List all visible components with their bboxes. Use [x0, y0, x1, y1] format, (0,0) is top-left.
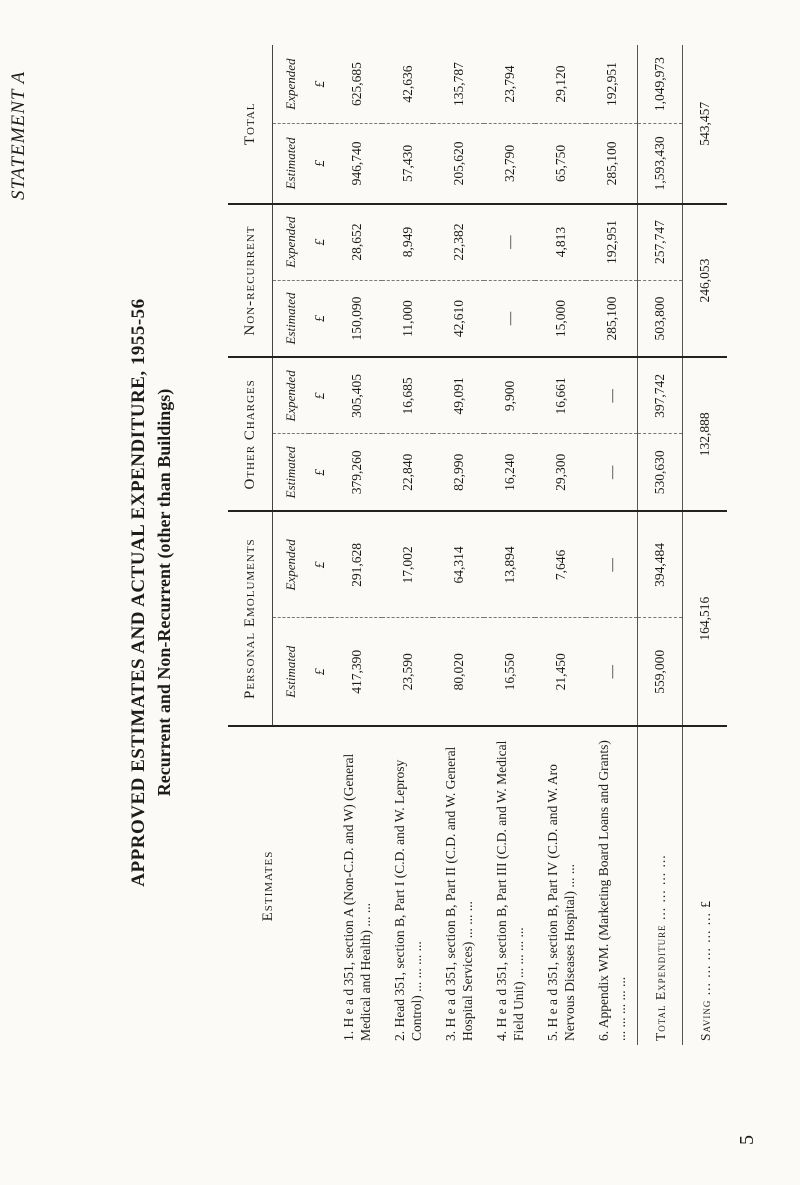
row-label: 4. H e a d 351, section B, Part III (C.D. and W. Medical Field Unit) ... ... ... ...: [493, 740, 526, 1041]
cell-value: 379,260: [331, 434, 382, 511]
pound-sign: £: [309, 357, 331, 433]
total-value: 559,000: [638, 618, 683, 726]
cell-value: —: [484, 204, 535, 280]
cell-value: 135,787: [433, 45, 484, 124]
cell-value: 4,813: [535, 204, 586, 280]
cell-value: 57,430: [382, 124, 433, 204]
cell-value: —: [586, 434, 638, 511]
saving-label: Saving ... ... ... ... ... £: [683, 726, 728, 1045]
pound-sign: £: [309, 618, 331, 726]
saving-value: 543,457: [683, 45, 728, 204]
page-title: APPROVED ESTIMATES AND ACTUAL EXPENDITURE, 1955-56: [128, 298, 149, 887]
cell-value: 42,636: [382, 45, 433, 124]
saving-row: [683, 45, 728, 1045]
total-value: 1,049,973: [638, 45, 683, 124]
pound-sign: £: [309, 204, 331, 280]
row-label: 1. H e a d 351, section A (Non-C.D. and W) (General Medical and Health) ... ...: [340, 753, 373, 1041]
cell-value: 15,000: [535, 280, 586, 357]
sub-header-estimated: Estimated: [273, 618, 310, 726]
cell-value: 192,951: [586, 204, 638, 280]
sub-header-estimated: Estimated: [273, 434, 310, 511]
row-label: 5. H e a d 351, section B, Part IV (C.D. and W. Aro Nervous Diseases Hospital) ... ...: [544, 764, 577, 1041]
total-value: 394,484: [638, 511, 683, 618]
cell-value: 80,020: [433, 618, 484, 726]
cell-value: 13,894: [484, 511, 535, 618]
sub-header-estimated: Estimated: [273, 124, 310, 204]
total-value: 503,800: [638, 280, 683, 357]
group-header-personal-emoluments: Personal Emoluments: [228, 511, 273, 726]
estimates-header: Estimates: [260, 850, 276, 922]
sub-header-expended: Expended: [273, 45, 310, 124]
cell-value: 64,314: [433, 511, 484, 618]
cell-value: 32,790: [484, 124, 535, 204]
total-value: 1,593,430: [638, 124, 683, 204]
saving-value: 132,888: [683, 357, 728, 511]
cell-value: 23,590: [382, 618, 433, 726]
sub-header-estimated: Estimated: [273, 280, 310, 357]
cell-value: 192,951: [586, 45, 638, 124]
cell-value: 29,120: [535, 45, 586, 124]
pound-sign: £: [309, 280, 331, 357]
cell-value: —: [586, 511, 638, 618]
cell-value: —: [484, 280, 535, 357]
table-row: [586, 45, 638, 1045]
cell-value: 8,949: [382, 204, 433, 280]
sub-header-expended: Expended: [273, 204, 310, 280]
cell-value: 16,550: [484, 618, 535, 726]
cell-value: 285,100: [586, 280, 638, 357]
cell-value: 17,002: [382, 511, 433, 618]
cell-value: 21,450: [535, 618, 586, 726]
page-subtitle: Recurrent and Non-Recurrent (other than Buildings): [154, 388, 174, 797]
cell-value: 285,100: [586, 124, 638, 204]
pound-sign: £: [309, 511, 331, 618]
statement-label: STATEMENT A: [8, 70, 29, 200]
cell-value: 65,750: [535, 124, 586, 204]
group-header-total: Total: [228, 45, 273, 204]
cell-value: —: [586, 357, 638, 433]
cell-value: 16,685: [382, 357, 433, 433]
total-value: 530,630: [638, 434, 683, 511]
cell-value: 16,240: [484, 434, 535, 511]
table-row: [433, 45, 484, 1045]
cell-value: 23,794: [484, 45, 535, 124]
cell-value: 625,685: [331, 45, 382, 124]
table-row: [331, 45, 382, 1045]
cell-value: 305,405: [331, 357, 382, 433]
total-value: 257,747: [638, 204, 683, 280]
cell-value: 22,382: [433, 204, 484, 280]
sub-header-expended: Expended: [273, 511, 310, 618]
total-value: 397,742: [638, 357, 683, 433]
estimates-table: [228, 45, 727, 1045]
group-header-non-recurrent: Non-recurrent: [228, 204, 273, 358]
page-number: 5: [736, 1135, 758, 1145]
cell-value: 205,620: [433, 124, 484, 204]
cell-value: 22,840: [382, 434, 433, 511]
sub-header-expended: Expended: [273, 357, 310, 433]
saving-value: 246,053: [683, 204, 728, 358]
table-row: [535, 45, 586, 1045]
saving-value: 164,516: [683, 511, 728, 726]
table-row: [484, 45, 535, 1045]
total-label: Total Expenditure ... ... ... ...: [638, 726, 683, 1045]
table-row: [382, 45, 433, 1045]
total-row: [638, 45, 683, 1045]
cell-value: 16,661: [535, 357, 586, 433]
row-label: 2. Head 351, section B, Part I (C.D. and W. Leprosy Control) ... ... ... ...: [391, 759, 424, 1041]
cell-value: 9,900: [484, 357, 535, 433]
cell-value: 29,300: [535, 434, 586, 511]
group-header-other-charges: Other Charges: [228, 357, 273, 511]
row-label: 6. Appendix WM. (Marketing Board Loans and Grants) ... ... ... ... ...: [595, 740, 628, 1041]
cell-value: 291,628: [331, 511, 382, 618]
cell-value: 42,610: [433, 280, 484, 357]
cell-value: 946,740: [331, 124, 382, 204]
cell-value: 150,090: [331, 280, 382, 357]
pound-sign: £: [309, 434, 331, 511]
cell-value: 82,990: [433, 434, 484, 511]
cell-value: 7,646: [535, 511, 586, 618]
cell-value: —: [586, 618, 638, 726]
cell-value: 28,652: [331, 204, 382, 280]
pound-sign: £: [309, 124, 331, 204]
cell-value: 49,091: [433, 357, 484, 433]
pound-sign: £: [309, 45, 331, 124]
row-label: 3. H e a d 351, section B, Part II (C.D. and W. General Hospital Services) ... ... ...: [442, 746, 475, 1041]
cell-value: 417,390: [331, 618, 382, 726]
cell-value: 11,000: [382, 280, 433, 357]
